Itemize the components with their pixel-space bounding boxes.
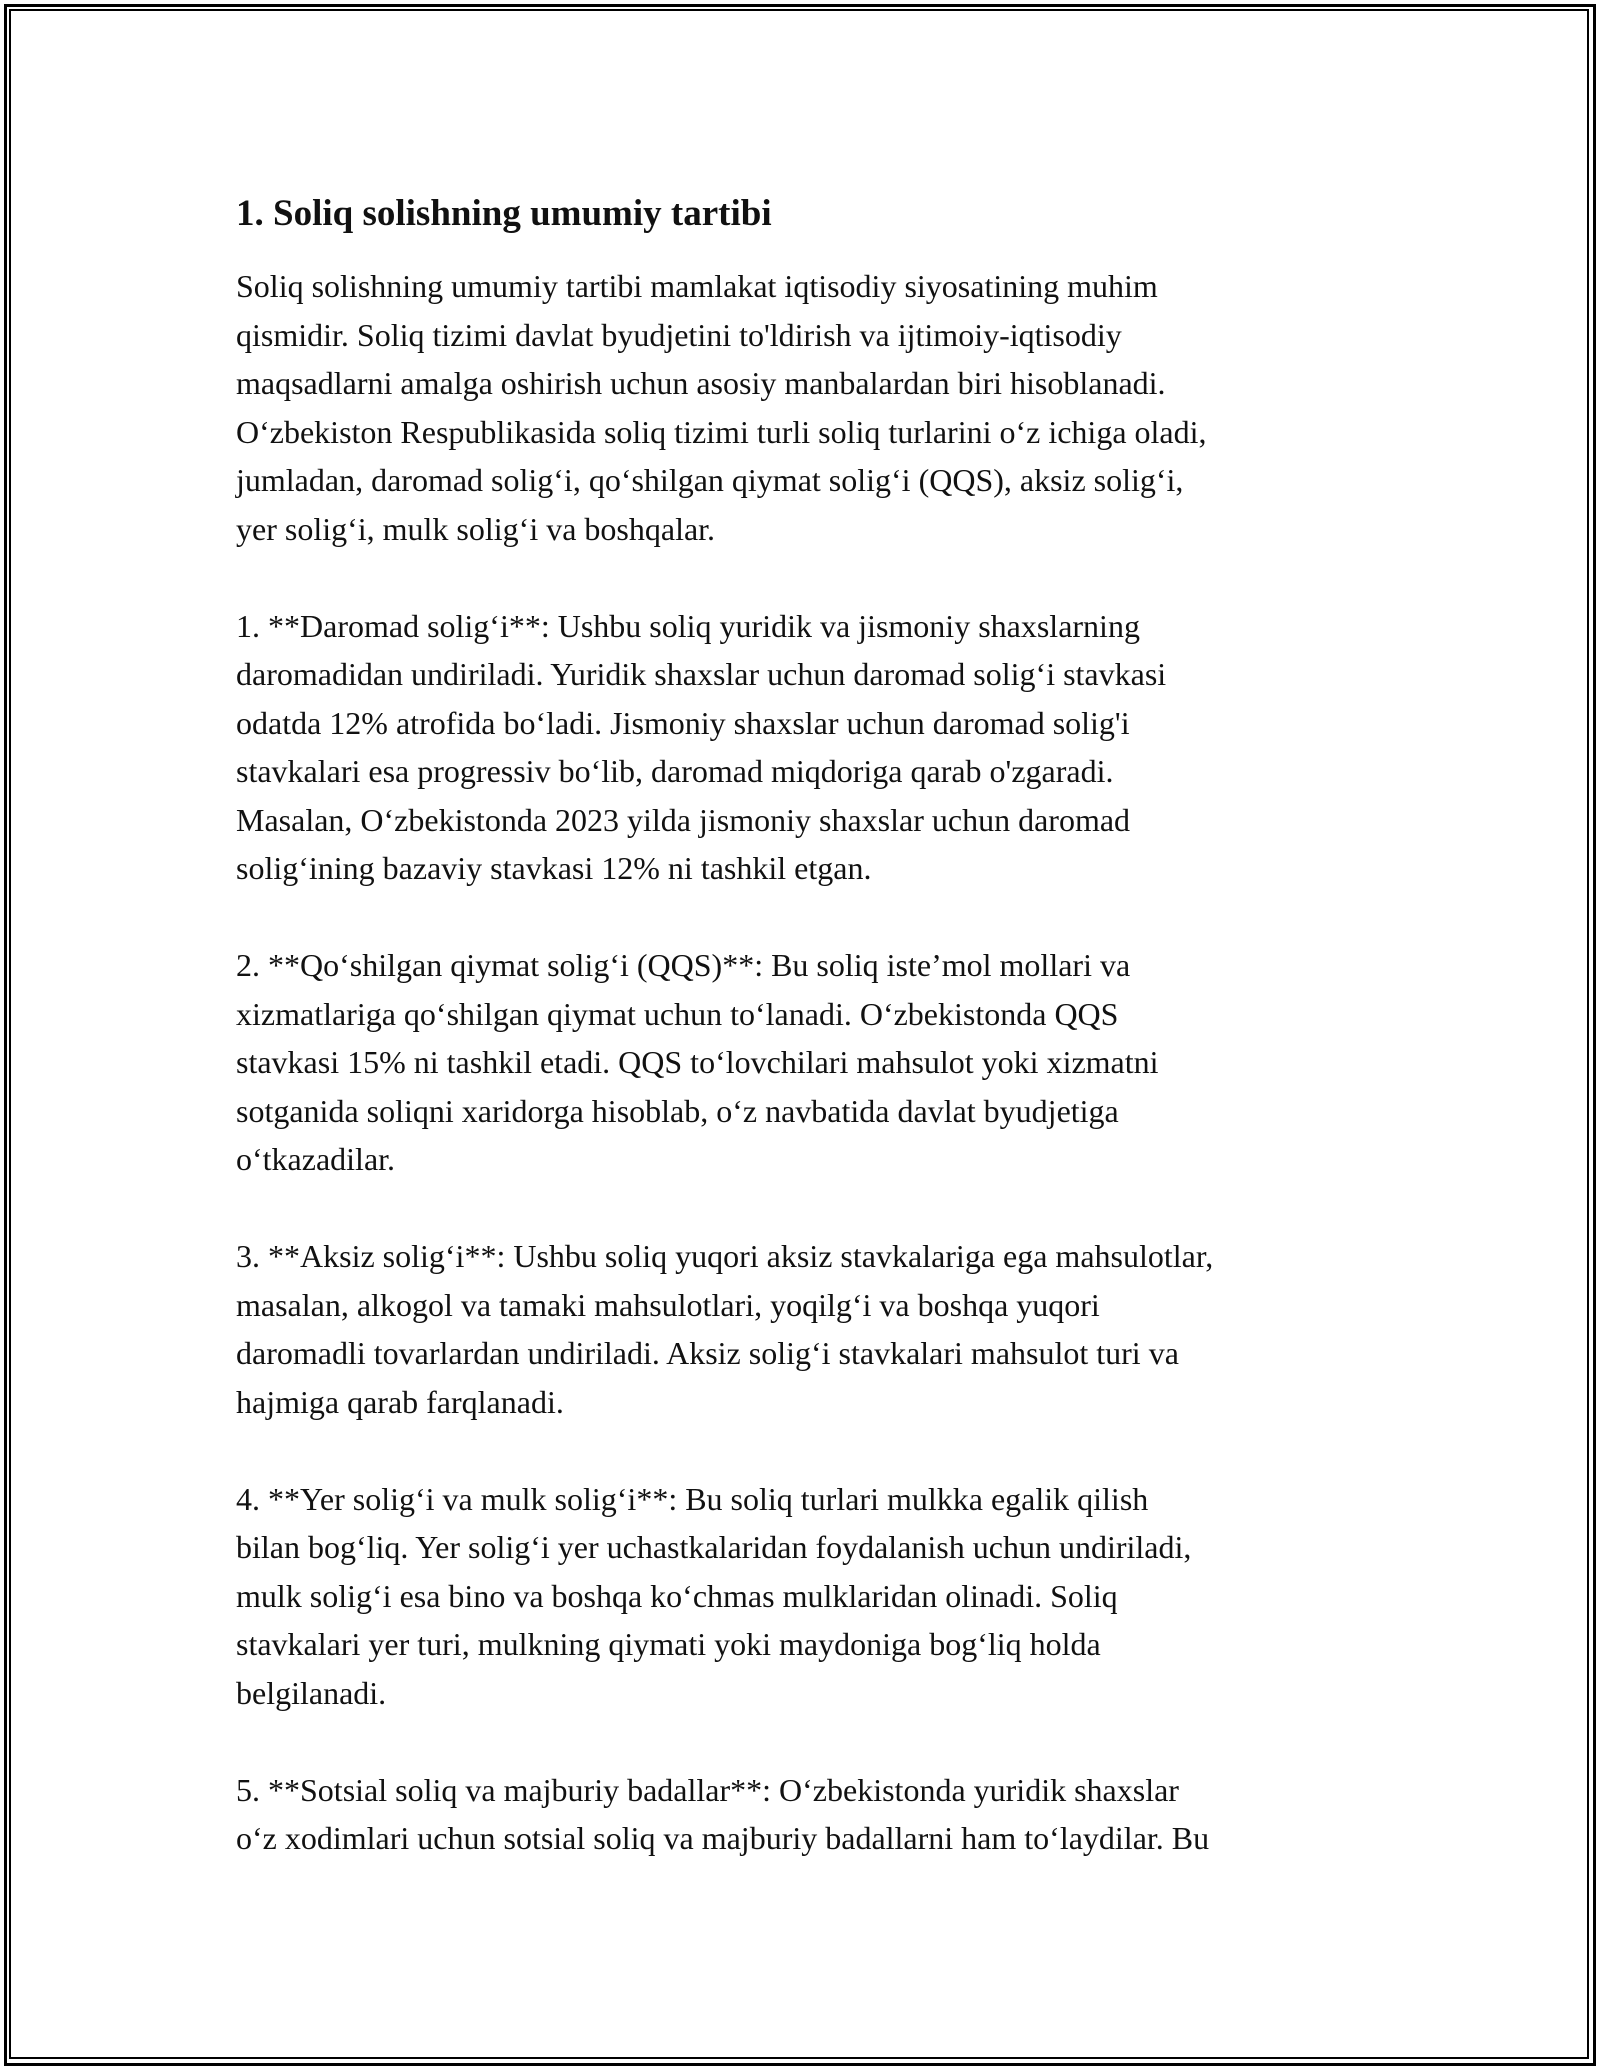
text-line: stavkalari yer turi, mulkning qiymati yoki maydoniga bog‘liq holda: [236, 1626, 1101, 1662]
document-body: [236, 186, 1376, 1911]
income-tax-paragraph: [236, 602, 1376, 893]
text-line: belgilanadi.: [236, 1674, 387, 1711]
social-tax-paragraph: [236, 1766, 1376, 1863]
section-heading: 1. Soliq solishning umumiy tartibi: [236, 193, 772, 234]
intro-paragraph: [236, 262, 1376, 553]
text-line: 4. **Yer solig‘i va mulk solig‘i**: Bu soliq turlari mulkka egalik qilish: [236, 1480, 1149, 1517]
text-line: solig‘ining bazaviy stavkasi 12% ni tashkil etgan.: [236, 850, 872, 886]
text-line: odatda 12% atrofida bo‘ladi. Jismoniy shaxslar uchun daromad solig'i: [236, 704, 1130, 741]
text-line: o‘tkazadilar.: [236, 1141, 396, 1177]
text-line: daromadli tovarlardan undiriladi. Aksiz solig‘i stavkalari mahsulot turi va: [236, 1335, 1179, 1371]
text-line: stavkasi 15% ni tashkil etadi. QQS to‘lovchilari mahsulot yoki xizmatni: [236, 1044, 1159, 1080]
excise-tax-paragraph: [236, 1232, 1376, 1426]
text-line: o‘z xodimlari uchun sotsial soliq va majburiy badallarni ham to‘laydilar. Bu: [236, 1820, 1210, 1856]
text-line: xizmatlariga qo‘shilgan qiymat uchun to‘lanadi. O‘zbekistonda QQS: [236, 995, 1119, 1032]
text-line: yer solig‘i, mulk solig‘i va boshqalar.: [236, 510, 716, 547]
text-line: masalan, alkogol va tamaki mahsulotlari, yoqilg‘i va boshqa yuqori: [236, 1286, 1100, 1323]
text-line: jumladan, daromad solig‘i, qo‘shilgan qiymat solig‘i (QQS), aksiz solig‘i,: [236, 462, 1184, 498]
text-line: Masalan, O‘zbekistonda 2023 yilda jismoniy shaxslar uchun daromad: [236, 801, 1131, 838]
text-line: hajmiga qarab farqlanadi.: [236, 1383, 564, 1420]
text-line: mulk solig‘i esa bino va boshqa ko‘chmas mulklaridan olinadi. Soliq: [236, 1577, 1118, 1614]
text-line: 3. **Aksiz solig‘i**: Ushbu soliq yuqori aksiz stavkalariga ega mahsulotlar,: [236, 1238, 1214, 1274]
text-line: Soliq solishning umumiy tartibi mamlakat iqtisodiy siyosatining muhim: [236, 268, 1158, 304]
text-line: 5. **Sotsial soliq va majburiy badallar**: O‘zbekistonda yuridik shaxslar: [236, 1771, 1179, 1808]
text-line: qismidir. Soliq tizimi davlat byudjetini to'ldirish va ijtimoiy-iqtisodiy: [236, 316, 1122, 353]
vat-paragraph: [236, 941, 1376, 1184]
text-line: 2. **Qo‘shilgan qiymat solig‘i (QQS)**: Bu soliq iste’mol mollari va: [236, 947, 1131, 983]
text-line: daromadidan undiriladi. Yuridik shaxslar uchun daromad solig‘i stavkasi: [236, 656, 1167, 692]
text-line: sotganida soliqni xaridorga hisoblab, o‘z navbatida davlat byudjetiga: [236, 1092, 1119, 1129]
text-line: bilan bog‘liq. Yer solig‘i yer uchastkalaridan foydalanish uchun undiriladi,: [236, 1529, 1192, 1565]
land-property-tax-paragraph: [236, 1475, 1376, 1718]
text-line: maqsadlarni amalga oshirish uchun asosiy manbalardan biri hisoblanadi.: [236, 365, 1166, 401]
text-line: 1. **Daromad solig‘i**: Ushbu soliq yuridik va jismoniy shaxslarning: [236, 607, 1140, 644]
text-line: stavkalari esa progressiv bo‘lib, daromad miqdoriga qarab o'zgaradi.: [236, 753, 1114, 789]
text-line: O‘zbekiston Respublikasida soliq tizimi turli soliq turlarini o‘z ichiga oladi,: [236, 413, 1207, 450]
